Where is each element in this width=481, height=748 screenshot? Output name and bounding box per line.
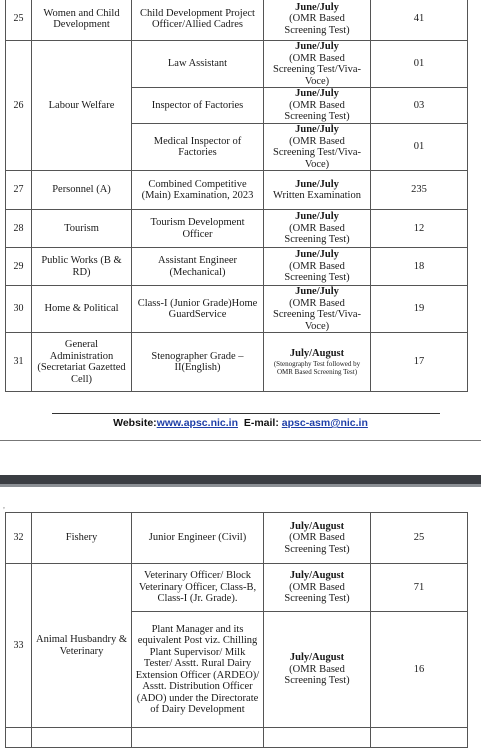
exam-mode: July/August (OMR Based Screening Test) — [264, 564, 371, 612]
serial-no: 32 — [6, 513, 32, 564]
serial-no: 28 — [6, 210, 32, 248]
post-name: Veterinary Officer/ Block Veterinary Officer, Class-B, Class-I (Jr. Grade). — [132, 564, 264, 612]
serial-no: 29 — [6, 248, 32, 286]
page-bottom-rule — [0, 440, 481, 441]
exam-mode: June/July (OMR Based Screening Test/Viva-Voce) — [264, 41, 371, 88]
exam-mode: June/July (OMR Based Screening Test) — [264, 0, 371, 41]
scan-mark: , — [3, 501, 5, 510]
vacancy-count: 17 — [371, 333, 468, 392]
email-label: E-mail: — [243, 417, 279, 429]
page-separator — [0, 475, 481, 484]
exam-mode: July/August (OMR Based Screening Test) — [264, 612, 371, 728]
department: Public Works (B & RD) — [32, 248, 132, 286]
post-name: Inspector of Factories — [132, 88, 264, 124]
vacancy-table-bottom — [5, 512, 468, 748]
vacancy-count: 16 — [371, 612, 468, 728]
serial-no: 30 — [6, 286, 32, 333]
serial-no: 27 — [6, 171, 32, 210]
vacancy-count: 01 — [371, 41, 468, 88]
vacancy-count: 235 — [371, 171, 468, 210]
vacancy-count: 41 — [371, 0, 468, 41]
website-label: Website: — [113, 417, 157, 429]
vacancy-count: 12 — [371, 210, 468, 248]
post-name: Plant Manager and its equivalent Post viz. Chilling Plant Supervisor/ Milk Tester/ Asstt. Rural Dairy Extension Officer (ARDEO)/ Asstt. Distribution Officer (ADO) under the Directorate of Dairy Development — [132, 612, 264, 728]
exam-mode: June/July Written Examination — [264, 171, 371, 210]
vacancy-count: 25 — [371, 513, 468, 564]
vacancy-count: 71 — [371, 564, 468, 612]
vacancy-table-top — [5, 0, 468, 392]
table-row — [6, 171, 468, 210]
table-row — [6, 513, 468, 564]
table-row — [6, 0, 468, 41]
post-name: Junior Engineer (Civil) — [132, 513, 264, 564]
department: Women and Child Development — [32, 0, 132, 41]
exam-mode: July/August (Stenography Test followed by OMR Based Screening Test) — [264, 333, 371, 392]
department: Labour Welfare — [32, 41, 132, 171]
footer-rule — [52, 413, 440, 414]
exam-mode: June/July (OMR Based Screening Test) — [264, 210, 371, 248]
serial-no: 31 — [6, 333, 32, 392]
table-row — [6, 286, 468, 333]
post-name: Stenographer Grade – II(English) — [132, 333, 264, 392]
table-row — [6, 333, 468, 392]
vacancy-count: 01 — [371, 124, 468, 171]
exam-mode: July/August (OMR Based Screening Test) — [264, 513, 371, 564]
table-row — [6, 564, 468, 612]
vacancy-count: 03 — [371, 88, 468, 124]
table-row — [6, 728, 468, 748]
post-name: Tourism Development Officer — [132, 210, 264, 248]
exam-mode: June/July (OMR Based Screening Test) — [264, 248, 371, 286]
department: Home & Political — [32, 286, 132, 333]
exam-mode: June/July (OMR Based Screening Test/Viva-Voce) — [264, 124, 371, 171]
department: Fishery — [32, 513, 132, 564]
department: Animal Husbandry & Veterinary — [32, 564, 132, 728]
department: Personnel (A) — [32, 171, 132, 210]
post-name: Medical Inspector of Factories — [132, 124, 264, 171]
vacancy-count: 18 — [371, 248, 468, 286]
page-separator-shadow — [0, 484, 481, 487]
email-link[interactable]: apsc-asm@nic.in — [281, 417, 368, 429]
serial-no: 25 — [6, 0, 32, 41]
table-row — [6, 248, 468, 286]
exam-mode: June/July (OMR Based Screening Test/Viva-Voce) — [264, 286, 371, 333]
website-link[interactable]: www.apsc.nic.in — [156, 417, 238, 429]
serial-no: 33 — [6, 564, 32, 728]
department: General Administration (Secretariat Gazetted Cell) — [32, 333, 132, 392]
department: Tourism — [32, 210, 132, 248]
post-name: Law Assistant — [132, 41, 264, 88]
footer-contact — [0, 417, 481, 429]
table-row — [6, 210, 468, 248]
post-name: Child Development Project Officer/Allied Cadres — [132, 0, 264, 41]
table-row — [6, 41, 468, 88]
exam-mode: June/July (OMR Based Screening Test) — [264, 88, 371, 124]
serial-no: 26 — [6, 41, 32, 171]
post-name: Assistant Engineer (Mechanical) — [132, 248, 264, 286]
vacancy-count: 19 — [371, 286, 468, 333]
post-name: Class-I (Junior Grade)Home GuardService — [132, 286, 264, 333]
post-name: Combined Competitive (Main) Examination, 2023 — [132, 171, 264, 210]
